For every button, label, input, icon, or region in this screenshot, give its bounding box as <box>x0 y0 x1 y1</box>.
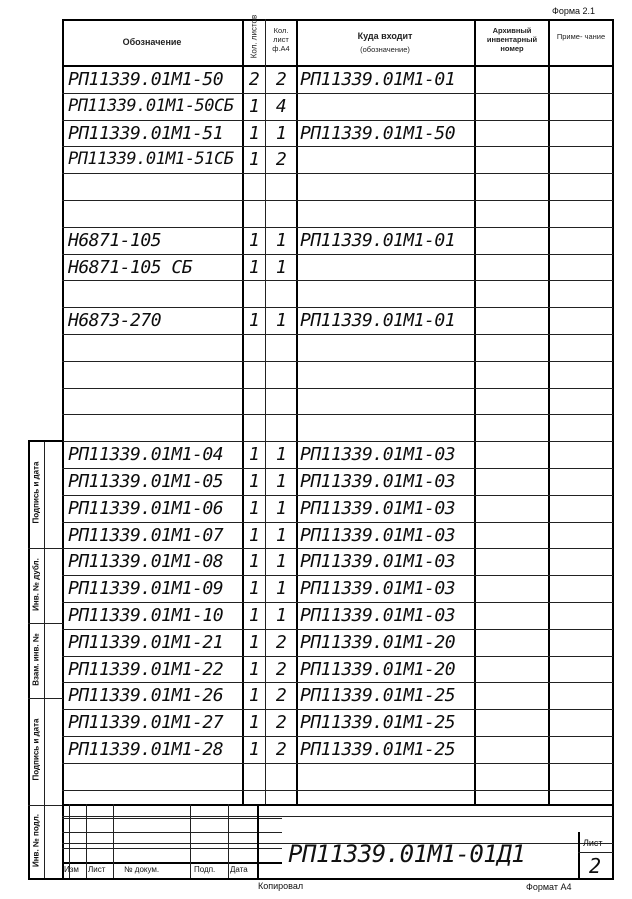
row-divider <box>62 307 613 308</box>
where-used-cell: РП11339.01М1-20 <box>300 659 456 680</box>
row-divider <box>62 120 613 121</box>
sheets-a4-cell: 4 <box>275 96 287 117</box>
row-divider <box>62 227 613 228</box>
designation-cell: РП11339.01М1-10 <box>68 605 224 626</box>
designation-cell: РП11339.01М1-08 <box>68 551 224 572</box>
sheets-a4-cell: 2 <box>275 632 287 653</box>
header-sheets-a4: Кол. лист ф.А4 <box>272 26 290 53</box>
sheets-a4-cell: 2 <box>275 659 287 680</box>
row-divider <box>62 441 613 442</box>
row-divider <box>62 414 613 415</box>
where-used-cell: РП11339.01М1-03 <box>300 578 456 599</box>
title-col-doc-no: № докум. <box>124 865 160 874</box>
sheet-number: 2 <box>589 854 601 878</box>
header-where-used-sub: (обозначение) <box>360 45 410 54</box>
row-divider <box>62 682 613 683</box>
row-divider <box>62 602 613 603</box>
row-divider <box>62 361 613 362</box>
title-col-change: Изм <box>64 865 79 874</box>
sheets-count-cell: 1 <box>248 712 260 733</box>
where-used-cell: РП11339.01М1-25 <box>300 712 456 733</box>
sheets-count-cell: 1 <box>248 551 260 572</box>
designation-cell: РП11339.01М1-27 <box>68 712 224 733</box>
where-used-cell: РП11339.01М1-25 <box>300 685 456 706</box>
sheets-count-cell: 1 <box>248 471 260 492</box>
row-divider <box>62 254 613 255</box>
row-divider <box>62 388 613 389</box>
sheets-count-cell: 1 <box>248 739 260 760</box>
title-col-date: Дата <box>230 865 248 874</box>
sheets-count-cell: 1 <box>248 444 260 465</box>
sheets-a4-cell: 1 <box>275 605 287 626</box>
header-note: Приме- чание <box>556 32 606 41</box>
designation-cell: Н6871-105 <box>68 230 162 251</box>
row-divider <box>62 816 613 817</box>
where-used-cell: РП11339.01М1-03 <box>300 525 456 546</box>
row-divider <box>62 280 613 281</box>
header-archive-number: Архивный инвентарный номер <box>486 26 538 53</box>
designation-cell: РП11339.01М1-51 <box>68 123 224 144</box>
sheets-a4-cell: 2 <box>275 149 287 170</box>
sheets-count-cell: 1 <box>248 96 260 117</box>
header-designation: Обозначение <box>122 37 182 47</box>
sheets-count-cell: 1 <box>248 310 260 331</box>
designation-cell: Н6873-270 <box>68 310 162 331</box>
sheets-count-cell: 1 <box>248 578 260 599</box>
row-divider <box>62 334 613 335</box>
sheets-a4-cell: 2 <box>275 685 287 706</box>
sheets-a4-cell: 2 <box>275 739 287 760</box>
row-divider <box>62 146 613 147</box>
form-label: Форма 2.1 <box>552 6 596 16</box>
row-divider <box>62 629 613 630</box>
designation-cell: РП11339.01М1-50СБ <box>68 96 234 116</box>
side-label-orig-inv-no: Инв. № подл. <box>31 813 41 868</box>
sheets-count-cell: 1 <box>248 659 260 680</box>
sheets-a4-cell: 1 <box>275 230 287 251</box>
side-label-dup-inv-no: Инв. № дубл. <box>31 558 41 611</box>
row-divider <box>62 522 613 523</box>
where-used-cell: РП11339.01М1-03 <box>300 471 456 492</box>
where-used-cell: РП11339.01М1-20 <box>300 632 456 653</box>
sheets-a4-cell: 1 <box>275 257 287 278</box>
sheets-a4-cell: 1 <box>275 551 287 572</box>
header-sheets-count: Кол. листов <box>249 14 259 59</box>
where-used-cell: РП11339.01М1-25 <box>300 739 456 760</box>
header-where-used: Куда входит <box>357 31 413 41</box>
sheets-a4-cell: 1 <box>275 578 287 599</box>
sheets-count-cell: 1 <box>248 498 260 519</box>
where-used-cell: РП11339.01М1-01 <box>300 230 456 251</box>
side-label-signature-date-1: Подпись и дата <box>31 461 41 524</box>
sheets-count-cell: 1 <box>248 149 260 170</box>
sheet-label: Лист <box>583 838 603 848</box>
designation-cell: РП11339.01М1-26 <box>68 685 224 706</box>
row-divider <box>62 200 613 201</box>
sheets-a4-cell: 1 <box>275 123 287 144</box>
sheets-a4-cell: 2 <box>275 69 287 90</box>
sheets-count-cell: 1 <box>248 685 260 706</box>
designation-cell: РП11339.01М1-07 <box>68 525 224 546</box>
designation-cell: РП11339.01М1-51СБ <box>68 149 234 169</box>
title-col-signature: Подп. <box>194 865 216 874</box>
where-used-cell: РП11339.01М1-01 <box>300 69 456 90</box>
designation-cell: РП11339.01М1-05 <box>68 471 224 492</box>
sheets-count-cell: 1 <box>248 257 260 278</box>
sheets-a4-cell: 1 <box>275 310 287 331</box>
where-used-cell: РП11339.01М1-03 <box>300 498 456 519</box>
where-used-cell: РП11339.01М1-03 <box>300 605 456 626</box>
title-col-sheet: Лист <box>88 865 106 874</box>
sheets-count-cell: 1 <box>248 123 260 144</box>
where-used-cell: РП11339.01М1-03 <box>300 551 456 572</box>
sheets-a4-cell: 1 <box>275 471 287 492</box>
designation-cell: РП11339.01М1-50 <box>68 69 224 90</box>
row-divider <box>62 495 613 496</box>
sheets-count-cell: 1 <box>248 605 260 626</box>
designation-cell: РП11339.01М1-04 <box>68 444 224 465</box>
sheets-count-cell: 1 <box>248 230 260 251</box>
document-code: РП11339.01М1-01Д1 <box>288 840 526 868</box>
copied-label: Копировал <box>258 881 304 891</box>
row-divider <box>62 468 613 469</box>
side-label-replacement-inv-no: Взам. инв. № <box>31 633 41 686</box>
format-label: Формат А4 <box>526 882 572 892</box>
designation-cell: Н6871-105 СБ <box>68 257 193 278</box>
where-used-cell: РП11339.01М1-50 <box>300 123 456 144</box>
row-divider <box>62 656 613 657</box>
row-divider <box>62 173 613 174</box>
designation-cell: РП11339.01М1-28 <box>68 739 224 760</box>
designation-cell: РП11339.01М1-21 <box>68 632 224 653</box>
where-used-cell: РП11339.01М1-03 <box>300 444 456 465</box>
sheets-a4-cell: 1 <box>275 498 287 519</box>
row-divider <box>62 575 613 576</box>
row-divider <box>62 790 613 791</box>
row-divider <box>62 548 613 549</box>
where-used-cell: РП11339.01М1-01 <box>300 310 456 331</box>
side-label-signature-date-2: Подпись и дата <box>31 718 41 781</box>
sheets-count-cell: 1 <box>248 525 260 546</box>
sheets-a4-cell: 1 <box>275 444 287 465</box>
designation-cell: РП11339.01М1-06 <box>68 498 224 519</box>
sheets-a4-cell: 2 <box>275 712 287 733</box>
sheets-count-cell: 1 <box>248 632 260 653</box>
designation-cell: РП11339.01М1-22 <box>68 659 224 680</box>
row-divider <box>62 93 613 94</box>
sheets-count-cell: 2 <box>248 69 260 90</box>
row-divider <box>62 709 613 710</box>
row-divider <box>62 736 613 737</box>
sheets-a4-cell: 1 <box>275 525 287 546</box>
designation-cell: РП11339.01М1-09 <box>68 578 224 599</box>
row-divider <box>62 763 613 764</box>
